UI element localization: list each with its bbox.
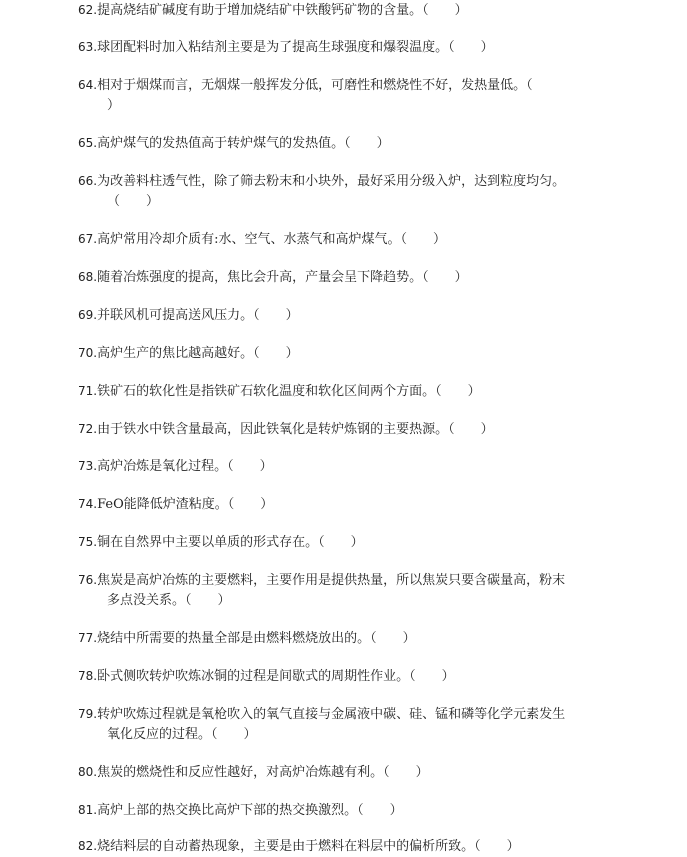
question-line bbox=[78, 762, 623, 783]
question-number: 73. bbox=[78, 459, 98, 473]
question-text: 并联风机可提高送风压力。（ ） bbox=[97, 308, 299, 323]
question-line bbox=[78, 800, 623, 821]
question-text: 相对于烟煤而言，无烟煤一般挥发分低，可磨性和燃烧性不好，发热量低。（ bbox=[97, 78, 533, 93]
question-line bbox=[78, 133, 623, 154]
question-number: 71. bbox=[78, 384, 98, 398]
question-number: 78. bbox=[78, 669, 98, 683]
question-79 bbox=[78, 704, 623, 745]
question-line bbox=[78, 305, 623, 326]
question-number: 82. bbox=[78, 839, 98, 853]
question-text: 铜在自然界中主要以单质的形式存在。（ ） bbox=[97, 535, 364, 550]
question-text: 高炉煤气的发热值高于转炉煤气的发热值。（ ） bbox=[97, 136, 390, 151]
question-67 bbox=[78, 229, 623, 250]
question-text-continued: 氧化反应的过程。（ ） bbox=[107, 727, 257, 742]
question-number: 68. bbox=[78, 270, 98, 284]
question-text: 为改善料柱透气性，除了筛去粉末和小块外，最好采用分级入炉，达到粒度均匀。 bbox=[97, 174, 566, 189]
question-text: 高炉冶炼是氧化过程。（ ） bbox=[97, 459, 273, 474]
question-line bbox=[78, 343, 623, 364]
question-number: 69. bbox=[78, 308, 98, 322]
question-63 bbox=[78, 37, 623, 58]
question-line bbox=[78, 0, 623, 21]
question-number: 81. bbox=[78, 803, 98, 817]
question-77 bbox=[78, 628, 623, 649]
question-78 bbox=[78, 666, 623, 687]
question-text: 高炉上部的热交换比高炉下部的热交换激烈。（ ） bbox=[97, 803, 403, 818]
question-line bbox=[78, 836, 623, 857]
question-66 bbox=[78, 171, 623, 212]
question-text: 焦炭是高炉冶炼的主要燃料，主要作用是提供热量，所以焦炭只要含碳量高，粉末 bbox=[97, 573, 566, 588]
question-text: 转炉吹炼过程就是氧枪吹入的氧气直接与金属液中碳、硅、锰和磷等化学元素发生 bbox=[97, 707, 566, 722]
question-line bbox=[78, 229, 623, 250]
question-line bbox=[78, 37, 623, 58]
question-number: 75. bbox=[78, 535, 98, 549]
question-text-continued: （ ） bbox=[107, 194, 160, 209]
question-text-continued: ） bbox=[107, 98, 121, 113]
question-text: 高炉常用冷却介质有:水、空气、水蒸气和高炉煤气。（ ） bbox=[97, 232, 446, 247]
question-69 bbox=[78, 305, 623, 326]
question-text: 提高烧结矿碱度有助于增加烧结矿中铁酸钙矿物的含量。（ ） bbox=[97, 3, 468, 18]
question-number: 74. bbox=[78, 497, 98, 511]
question-text: 球团配料时加入粘结剂主要是为了提高生球强度和爆裂温度。（ ） bbox=[97, 40, 494, 55]
question-65 bbox=[78, 133, 623, 154]
question-line bbox=[78, 75, 623, 96]
question-number: 65. bbox=[78, 136, 98, 150]
question-line bbox=[78, 666, 623, 687]
question-75 bbox=[78, 532, 623, 553]
question-81 bbox=[78, 800, 623, 821]
question-text: 烧结料层的自动蓄热现象，主要是由于燃料在料层中的偏析所致。（ ） bbox=[97, 839, 520, 854]
question-line bbox=[78, 419, 623, 440]
question-text: 焦炭的燃烧性和反应性越好，对高炉冶炼越有利。（ ） bbox=[97, 765, 429, 780]
question-68 bbox=[78, 267, 623, 288]
question-text: 卧式侧吹转炉吹炼冰铜的过程是间歇式的周期性作业。（ ） bbox=[97, 669, 455, 684]
question-text: 随着冶炼强度的提高，焦比会升高，产量会呈下降趋势。（ ） bbox=[97, 270, 468, 285]
question-text: 铁矿石的软化性是指铁矿石软化温度和软化区间两个方面。（ ） bbox=[97, 384, 481, 399]
question-74 bbox=[78, 494, 623, 515]
question-text: 高炉生产的焦比越高越好。（ ） bbox=[97, 346, 299, 361]
question-number: 62. bbox=[78, 3, 98, 17]
question-number: 76. bbox=[78, 573, 98, 587]
question-line bbox=[78, 494, 623, 515]
question-number: 70. bbox=[78, 346, 98, 360]
question-71 bbox=[78, 381, 623, 402]
question-73 bbox=[78, 456, 623, 477]
question-number: 64. bbox=[78, 78, 98, 92]
question-76 bbox=[78, 570, 623, 611]
question-line bbox=[78, 570, 623, 591]
question-number: 63. bbox=[78, 40, 98, 54]
question-number: 66. bbox=[78, 174, 98, 188]
question-text-continued: 多点没关系。（ ） bbox=[107, 593, 231, 608]
question-line bbox=[78, 456, 623, 477]
question-number: 72. bbox=[78, 422, 98, 436]
question-62 bbox=[78, 0, 623, 21]
question-line bbox=[78, 267, 623, 288]
question-line bbox=[78, 532, 623, 553]
question-text: 烧结中所需要的热量全部是由燃料燃烧放出的。（ ） bbox=[97, 631, 416, 646]
question-line bbox=[78, 381, 623, 402]
question-line bbox=[78, 171, 623, 192]
question-82 bbox=[78, 836, 623, 857]
question-text: 由于铁水中铁含量最高，因此铁氧化是转炉炼钢的主要热源。（ ） bbox=[97, 422, 494, 437]
question-line bbox=[78, 628, 623, 649]
question-text: FeO能降低炉渣粘度。（ ） bbox=[97, 497, 274, 512]
question-number: 77. bbox=[78, 631, 98, 645]
question-80 bbox=[78, 762, 623, 783]
question-number: 79. bbox=[78, 707, 98, 721]
question-72 bbox=[78, 419, 623, 440]
question-64 bbox=[78, 75, 623, 116]
question-70 bbox=[78, 343, 623, 364]
question-line bbox=[78, 704, 623, 725]
question-number: 67. bbox=[78, 232, 98, 246]
question-number: 80. bbox=[78, 765, 98, 779]
